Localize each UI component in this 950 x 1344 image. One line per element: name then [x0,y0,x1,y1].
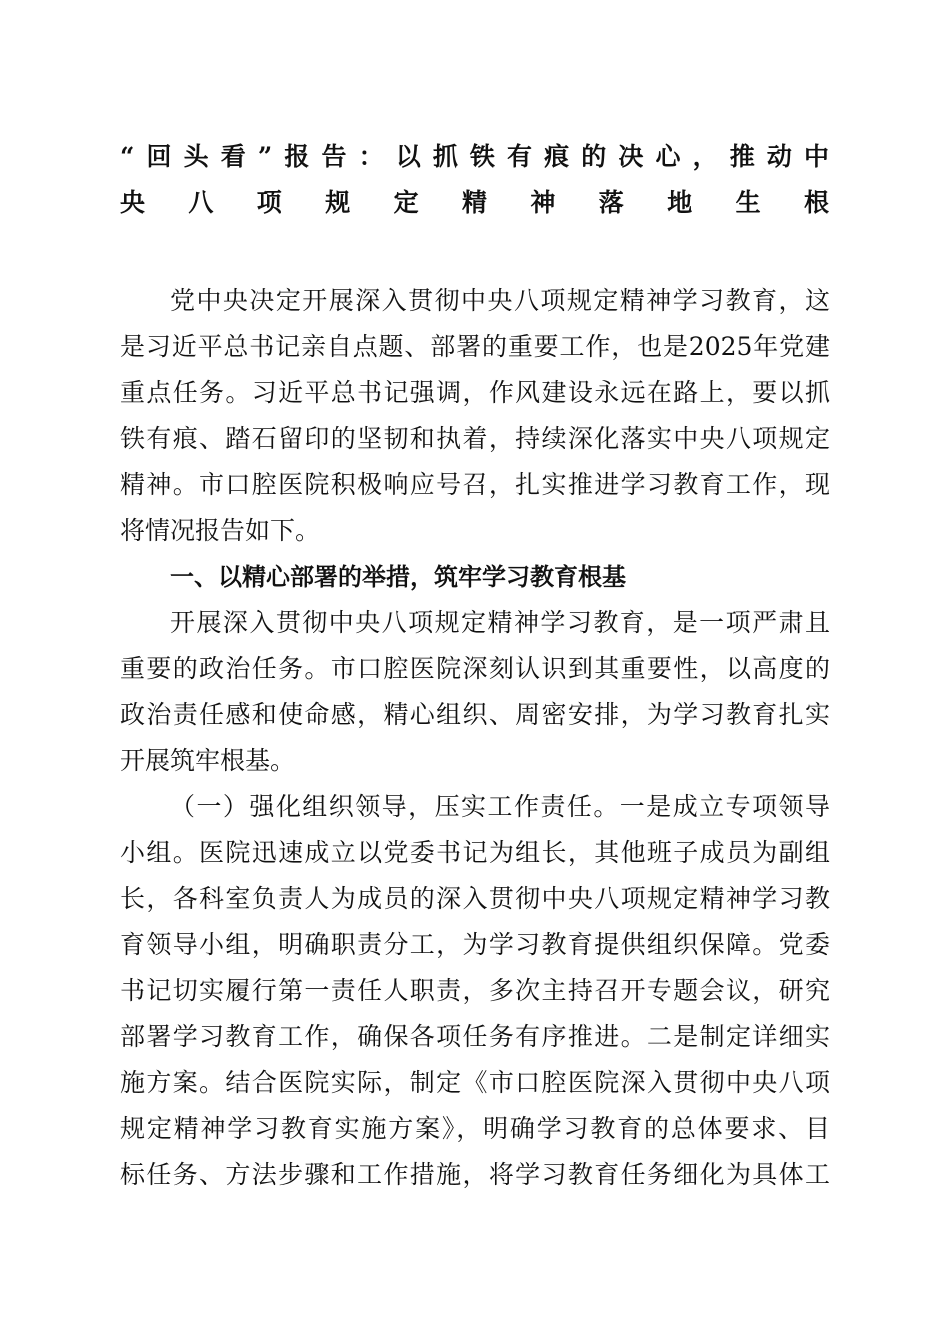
text-line: 是习近平总书记亲自点题、部署的重要工作，也是2025年党建 [120,332,830,361]
paragraph-intro [120,278,830,554]
heading-line: 一、以精心部署的举措，筑牢学习教育根基 [170,563,626,591]
text-line: 长，各科室负责人为成员的深入贯彻中央八项规定精神学习教 [120,884,830,913]
text-line: 政治责任感和使命感，精心组织、周密安排，为学习教育扎实 [120,700,830,729]
document-body [120,278,830,1198]
paragraph-section-intro [120,600,830,784]
text-line: 精神。市口腔医院积极响应号召，扎实推进学习教育工作，现 [120,470,830,499]
title-line: “回头看”报告：以抓铁有痕的决心，推动中 [120,142,830,171]
text-line: 开展筑牢根基。 [120,746,296,775]
text-line: 重要的政治任务。市口腔医院深刻认识到其重要性，以高度的 [120,654,830,683]
text-line: 铁有痕、踏石留印的坚韧和执着，持续深化落实中央八项规定 [120,424,830,453]
text-line: 党中央决定开展深入贯彻中央八项规定精神学习教育，这 [170,286,830,315]
text-line: 小组。医院迅速成立以党委书记为组长，其他班子成员为副组 [120,838,830,867]
text-line: （一）强化组织领导，压实工作责任。一是成立专项领导 [170,792,830,821]
section-heading [120,554,830,600]
text-line: 部署学习教育工作，确保各项任务有序推进。二是制定详细实 [120,1022,830,1051]
text-line: 书记切实履行第一责任人职责，多次主持召开专题会议，研究 [120,976,830,1005]
text-line: 规定精神学习教育实施方案》，明确学习教育的总体要求、目 [120,1114,830,1143]
text-line: 开展深入贯彻中央八项规定精神学习教育，是一项严肃且 [170,608,830,637]
text-line: 将情况报告如下。 [120,516,321,545]
text-line: 标任务、方法步骤和工作措施，将学习教育任务细化为具体工 [120,1160,830,1189]
document-title [120,134,830,226]
paragraph-subsection-1 [120,784,830,1198]
text-line: 施方案。结合医院实际，制定《市口腔医院深入贯彻中央八项 [120,1068,830,1097]
title-line: 央八项规定精神落地生根 [120,188,830,217]
text-line: 育领导小组，明确职责分工，为学习教育提供组织保障。党委 [120,930,830,959]
text-line: 重点任务。习近平总书记强调，作风建设永远在路上，要以抓 [120,378,830,407]
